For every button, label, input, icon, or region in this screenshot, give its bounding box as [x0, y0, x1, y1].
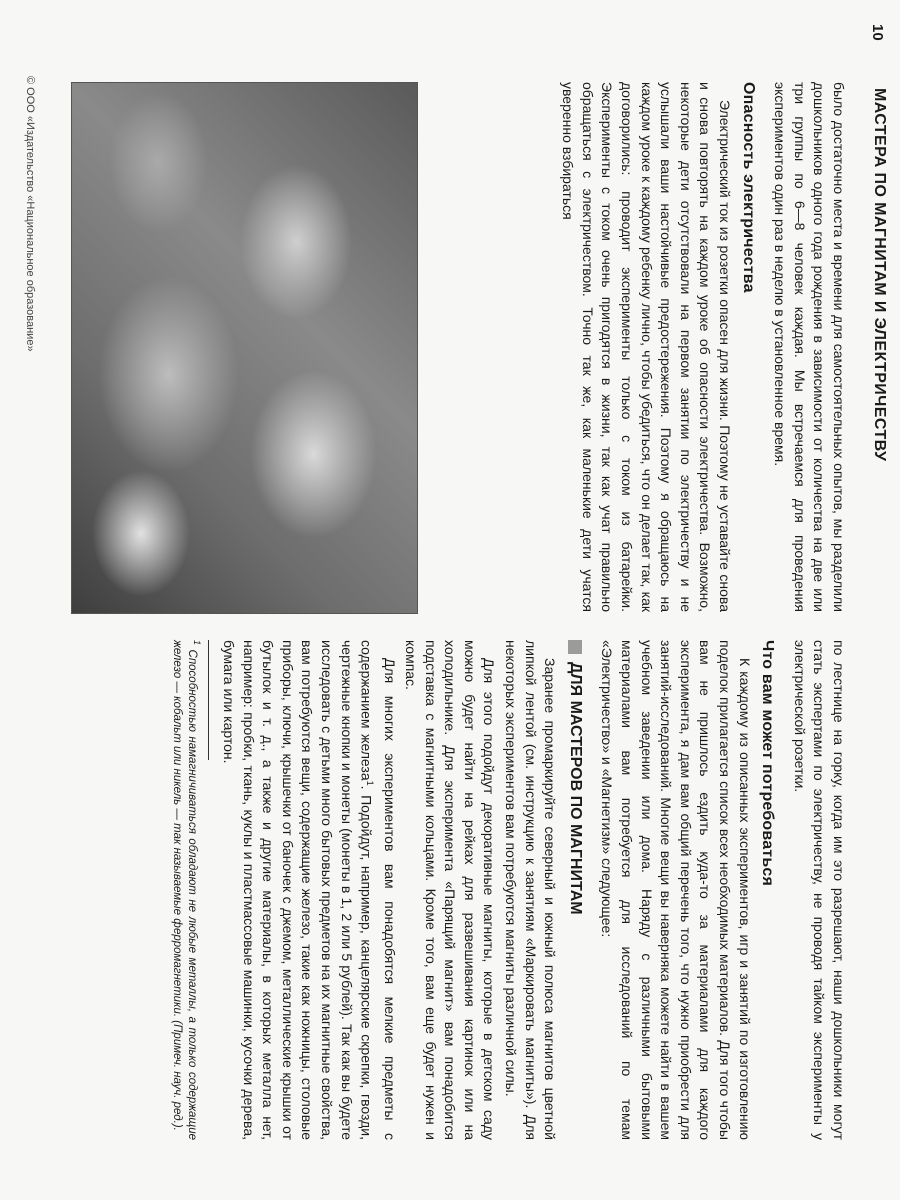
left-column [556, 82, 848, 612]
materials-paragraph: К каждому из описанных экспериментов, игр и занятий по изготовлению поделок прилагается список всех необходимых материалов. Для того чтобы вам не пришлось ездить куда-то за материалами для каждого эксперимента, я дам вам общий перечень того, что нужно приобрести для занятий-исследований. Многие вещи вы наверняка можете найти в вашем учебном заведении или дома. Наряду с различными бытовыми материалами вам потребуется для исследований по темам «Электричество» и «Магнетизм» следующее: [599, 640, 753, 1140]
page-number: 10 [869, 24, 886, 41]
magnets-paragraph-3 [219, 640, 399, 1140]
footnote-number: 1 [191, 640, 202, 646]
danger-paragraph: Электрический ток из розетки опасен для жизни. Поэтому не уставайте снова и снова повторять на каждом уроке об опасности электричества. Возможно, некоторые дети отсутствовали на первом занятии по электричеству и не услышали ваши настойчивые предостережения. Поэтому я обращаюсь на каждом уроке к каждому ребенку лично, чтобы убедиться, что он делает так, как договорились: проводит эксперименты только с током из батарейки. Эксперименты с током очень пригодятся в жизни, так как учат правильно обращаться с электричеством. Точно так же, как маленькие дети учатся уверенно взбираться [560, 82, 734, 612]
section-square-icon [568, 640, 582, 654]
footnote-rule [208, 640, 209, 760]
p3-part-b: . Подойдут, например, канцелярские скрепки, гвозди, чертежные кнопки и монеты (монеты в 1, 2 или 5 рублей). Так как вы будете исследовать с детьми много бытовых предметов на их магнитные свойства, вам потребуются вещи, содержащие железо, такие как ножницы, столовые приборы, ключи, крышечки от баночек с джемом, металлические крышки от бутылок и т. д., а также и другие материалы, в которых металла нет, например: пробки, ткань, куклы и пластмассовые машинки, кусочки дерева, бумага или картон. [221, 640, 375, 1141]
magnets-heading-text: ДЛЯ МАСТЕРОВ ПО МАГНИТАМ [566, 662, 584, 915]
footnote-text: Способностью намагничиваться обладают не любые металлы, а только содержащие железо — кобальт или никель — так называемые ферромагнетики. (Примеч. науч. ред.). [170, 640, 198, 1140]
danger-heading: Опасность электричества [739, 82, 757, 293]
magnets-section-heading [565, 640, 585, 1140]
p3-part-a: Для многих экспериментов вам понадобятся мелкие предметы с содержанием железа [358, 640, 398, 1140]
magnets-paragraph-2: Для этого подойдут декоративные магниты, которые в детском саду можно будет найти на рейках для развешивания картинок или на холодильнике. Для эксперимента «Парящий магнит» вам понадобится подставка с магнитными кольцами. Кроме того, вам еще будет нужен и компас. [403, 640, 498, 1140]
running-head: МАСТЕРА ПО МАГНИТАМ И ЭЛЕКТРИЧЕСТВУ [871, 88, 888, 462]
magnets-paragraph-1: Заранее промаркируйте северный и южный полюса магнитов цветной липкой лентой (см. инструкцию к занятиям «Маркировать магниты»). Для некоторых экспериментов вам потребуются магниты различной силы. [503, 640, 559, 1140]
continuation-paragraph: по лестнице на горку, когда им это разрешают, наши дошкольники могут стать экспертами по электричеству, не проводя тайком эксперименты у электрической розетки. [791, 640, 847, 1140]
right-column [167, 640, 848, 1140]
footnote-ref: 1 [364, 780, 375, 786]
intro-paragraph: было достаточно места и времени для самостоятельных опытов, мы разделили дошкольников одного года рождения в зависимости от количества на две или три группы по 6—8 человек каждая. Мы встречаемся для проведения экспериментов один раз в неделю в установленное время. [772, 82, 847, 612]
footnote [169, 640, 204, 1140]
materials-heading: Что вам может потребоваться [759, 640, 777, 887]
children-experiment-photo [71, 82, 418, 614]
copyright-footer: © ООО «Издательство «Национальное образование» [24, 76, 36, 352]
